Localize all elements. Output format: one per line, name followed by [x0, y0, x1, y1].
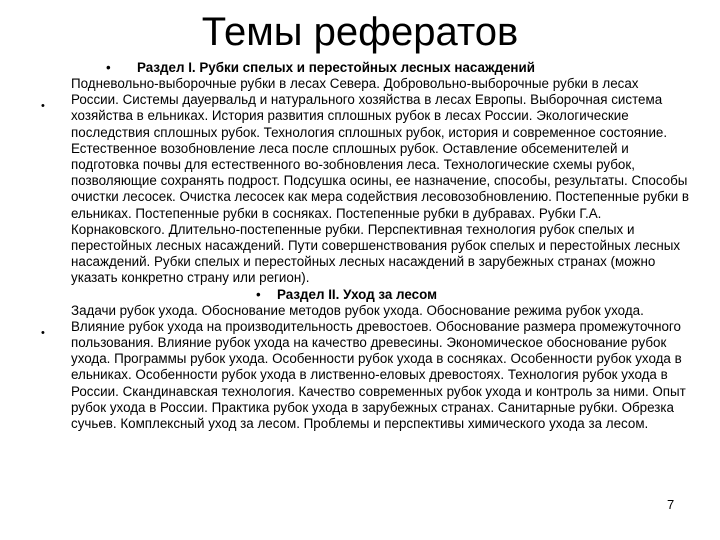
section-1-body-text: Подневольно-выборочные рубки в лесах Севера. Добровольно-выборочные рубки в лесах России. Системы дауервальд и натурального хозяйства в лесах Европы. Выборочная система хозяйства в ельниках. История развития сплошных рубок в лесах России. Экологические последствия сплошных рубок. Технология сплошных рубок, история и современное состояние. Естественное возобновление леса после сплошных рубок. Оставление обсеменителей и подготовка почвы для естественного во-зобновления леса. Технологические схемы рубок, позволяющие сохранять подрост. Подсушка осины, ее назначение, способы, результаты. Способы очистки лесосек. Очистка лесосек как мера содействия лесовозобновлению. Постепенные рубки в ельниках. Постепенные рубки в сосняках. Постепенные рубки в дубравах. Рубки Г.А. Корнаковского. Длительно-постепенные рубки. Перспективная технология рубок спелых и перестойных лесных насаждений. Пути совершенствования рубок спелых и перестойных лесных насаждений. Рубки спелых и перестойных лесных насаждений в зарубежных странах (можно указать конкретно страну или регион).	[71, 76, 690, 286]
section-2-heading-bullet: •	[256, 286, 261, 302]
section-1-body-bullet: •	[41, 100, 45, 112]
slide-content	[0, 60, 720, 432]
section-1-body-item	[41, 76, 690, 287]
section-1-heading-bullet: •	[106, 60, 111, 75]
slide-title: Темы рефератов	[201, 10, 519, 54]
section-2-body-bullet: •	[41, 326, 45, 339]
section-1-heading: Раздел I. Рубки спелых и перестойных лесных насаждений	[137, 60, 535, 75]
section-2-body-text: Задачи рубок ухода. Обоснование методов рубок ухода. Обоснование режима рубок ухода. Влияние рубок ухода на производительность древостоев. Обоснование размера промежуточного пользования. Влияние рубок ухода на качество древесины. Экономическое обоснование рубок ухода. Программы рубок ухода. Особенности рубок ухода в сосняках. Особенности рубок ухода в ельниках. Особенности рубок ухода в лиственно-еловых древостоях. Технология рубок ухода в России. Скандинавская технология. Качество современных рубок ухода и контроль за ними. Опыт рубок ухода в России. Практика рубок ухода в зарубежных странах. Санитарные рубки. Обрезка сучьев. Комплексный уход за лесом. Проблемы и перспективы химического ухода за лесом.	[71, 302, 686, 432]
section-1-heading-line	[0, 60, 720, 76]
page-number: 7	[667, 497, 675, 512]
section-2-body-item	[41, 302, 689, 433]
section-2-heading-line	[0, 287, 720, 303]
section-2-heading: Раздел II. Уход за лесом	[277, 286, 438, 302]
